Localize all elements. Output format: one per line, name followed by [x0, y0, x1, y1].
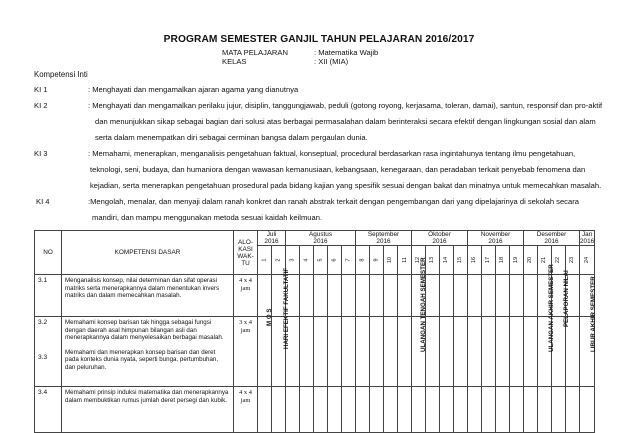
week-number: 18 — [496, 246, 510, 275]
week-number: 14 — [440, 246, 454, 275]
week-number: 2 — [272, 246, 286, 275]
ki-line: : Menghayati dan mengamalkan perilaku jujur, disiplin, tanggungjawab, peduli (gotong royong, kerjasama, toleran, damai), santun, responsif dan pro-aktif — [88, 101, 603, 110]
row-number: 3.4 — [35, 387, 62, 433]
meta-subject-value: : Matematika Wajib — [314, 48, 379, 57]
alokasi-header-line: WAK- — [237, 252, 254, 260]
week-number: 1 — [258, 246, 272, 275]
week-number: 23 — [566, 246, 580, 275]
meta-class-value: : XII (MIA) — [314, 57, 349, 66]
meta-class — [222, 57, 348, 66]
ki-line: dan menunjukkan sikap sebagai bagian dari solusi atas berbagai permasalahan dalam berinteraksi secara efektif dengan lingkungan sosial dan alam — [95, 117, 596, 126]
alokasi-header-line: ALO- — [238, 238, 253, 246]
ki-line: kejadian, serta menerapkan pengetahuan prosedural pada bidang kajian yang spesifik sesuai dengan bakat dan minatnya untuk memecahkan masalah. — [90, 181, 602, 190]
libur-akhir-semester-label: LIBUR AKHIR SEMESTER — [590, 276, 597, 352]
row-number: 3.1 — [35, 275, 62, 317]
kd-text: Memahami prinsip induksi matematika dan menerapkannya dalam membuktikan rumus jumlah deret persegi dan kubik. — [62, 387, 234, 433]
mos-label: M O S — [266, 308, 273, 326]
month-header: Jan 2016 — [580, 231, 595, 245]
month-header: Oktober 2016 — [412, 231, 468, 246]
ki-line: teknologi, seni, budaya, dan humaniora dengan wawasan kemanusiaan, kebangsaan, kenegaraan, dan peradaban terkait penyebab fenomena dan — [90, 165, 586, 174]
week-number: 22 — [552, 246, 566, 275]
week-number: 7 — [342, 246, 356, 275]
row-number: 3.2 3.3 — [35, 317, 62, 387]
week-number: 9 — [370, 246, 384, 275]
meta-subject-label: MATA PELAJARAN — [222, 48, 288, 57]
week-number: 17 — [482, 246, 496, 275]
ki-code: KI 1 — [34, 85, 48, 94]
week-number: 6 — [328, 246, 342, 275]
month-header-row — [35, 231, 595, 246]
kd-text: Menganalisis konsep, nilai determinan dan sifat operasi matriks serta menerapkannya dalam menentukan invers matriks dan dalam memecahkan masalah. — [62, 275, 234, 317]
alokasi-waktu: 4 x 4 jam — [234, 387, 258, 433]
week-number: 8 — [356, 246, 370, 275]
hari-efektif-label: HARI EFEKTIF FAKULTATIF — [283, 267, 290, 349]
month-header: November 2016 — [468, 231, 524, 246]
ulangan-akhir-semester-label: ULANGAN AKHIR SEMESTER — [548, 264, 555, 352]
ki-line: serta dalam menempatkan diri sebagai cerminan bangsa dalam pergaulan dunia. — [95, 133, 368, 142]
ki-line: mandiri, dan mampu menggunakan metoda sesuai kaidah keilmuan. — [92, 213, 323, 222]
alokasi-header-line: TU — [241, 259, 250, 267]
meta-subject — [222, 48, 378, 57]
table-row — [35, 275, 595, 317]
no-header: NO — [35, 231, 62, 275]
program-semester-table — [34, 230, 595, 433]
table-row — [35, 387, 595, 433]
week-number: 12 — [412, 246, 426, 275]
ki-code: KI 2 — [34, 101, 48, 110]
week-number: 5 — [314, 246, 328, 275]
week-number: 10 — [384, 246, 398, 275]
kompetensi-inti-heading: Kompetensi Inti — [34, 70, 88, 79]
meta-class-label: KELAS — [222, 57, 247, 66]
week-number: 20 — [524, 246, 538, 275]
week-number: 21 — [538, 246, 552, 275]
alokasi-waktu: 3 x 4 jam — [234, 317, 258, 387]
week-number: 11 — [398, 246, 412, 275]
week-number: 15 — [454, 246, 468, 275]
table-row — [35, 317, 595, 387]
week-number: 19 — [510, 246, 524, 275]
ki-code: KI 4 — [36, 197, 50, 206]
pelaporan-nilai-label: PELAPORAN NILAI — [563, 270, 570, 327]
month-header: Juli 2016 — [258, 231, 286, 246]
ki-line: : Menghayati dan mengamalkan ajaran agama yang dianutnya — [88, 85, 299, 94]
alokasi-header — [234, 231, 258, 275]
ki-line: :Mengolah, menalar, dan menyaji dalam ranah konkret dan ranah abstrak terkait dengan pengembangan dari yang dipelajarinya di sekolah secara — [88, 197, 579, 206]
page-title: PROGRAM SEMESTER GANJIL TAHUN PELAJARAN 2016/2017 — [163, 34, 475, 45]
week-number: 24 — [580, 246, 595, 275]
week-number: 13 — [426, 246, 440, 275]
month-header: September 2016 — [356, 231, 412, 246]
week-number: 4 — [300, 246, 314, 275]
month-header: Desember 2016 — [524, 231, 580, 246]
ulangan-tengah-semester-label: ULANGAN TENGAH SEMESTER — [420, 257, 427, 352]
week-number: 16 — [468, 246, 482, 275]
ki-line: : Memahami, menerapkan, menganalisis pengetahuan faktual, konseptual, procedural berdasarkan rasa ingintahunya tentang ilmu pengetahuan, — [88, 149, 576, 158]
kd-header: KOMPETENSI DASAR — [62, 231, 234, 275]
month-header: Agustus 2016 — [286, 231, 356, 246]
alokasi-header-line: KASI — [238, 245, 253, 253]
week-number: 3 — [286, 246, 300, 275]
kd-text: Memahami konsep barisan tak hingga sebagai fungsi dengan daerah asal himpunan bilangan asli dan menerapkannya dalam menyelesaikan berbagai masalah. Memahami dan menerapkan konsep barisan dan deret pada konteks dunia nyata, seperti bunga, pertumbuhan, dan peluruhan. — [62, 317, 234, 387]
ki-code: KI 3 — [34, 149, 48, 158]
alokasi-waktu: 4 x 4 jam — [234, 275, 258, 317]
